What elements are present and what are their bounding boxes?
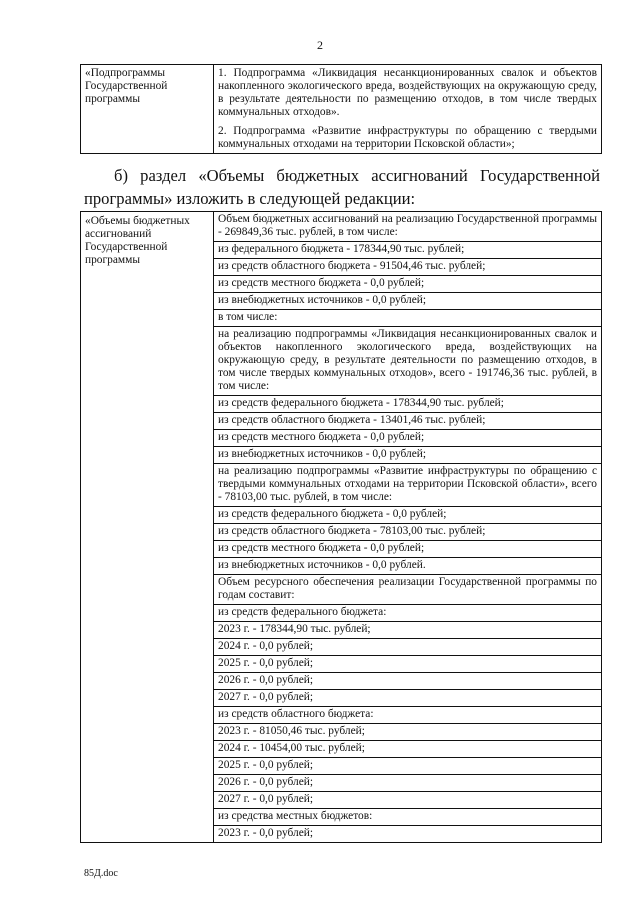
subprograms-table — [80, 64, 602, 154]
budget-line: из средств областного бюджета - 91504,46 тыс. рублей; — [214, 259, 601, 276]
budget-label: «Объемы бюджетных ассигнований Государственной программы — [81, 212, 214, 843]
budget-line: 2023 г. - 178344,90 тыс. рублей; — [214, 622, 601, 639]
budget-line: из средств федерального бюджета - 178344,90 тыс. рублей; — [214, 396, 601, 413]
budget-line: Объем бюджетных ассигнований на реализацию Государственной программы - 269849,36 тыс. рублей, в том числе: — [214, 212, 601, 242]
budget-line: из средства местных бюджетов: — [214, 809, 601, 826]
budget-line: Объем ресурсного обеспечения реализации Государственной программы по годам составит: — [214, 575, 601, 605]
subprogram-item-1: 1. Подпрограмма «Ликвидация несанкционированных свалок и объектов накопленного экологического вреда, воздействующих на окружающую среду, в результате деятельности по размещению отходов, в том числе твердых коммунальных отходов». — [218, 67, 597, 118]
budget-line: из средств федерального бюджета - 0,0 рублей; — [214, 507, 601, 524]
budget-line: 2023 г. - 81050,46 тыс. рублей; — [214, 724, 601, 741]
subprograms-list — [214, 65, 602, 154]
page-number: 2 — [317, 38, 323, 52]
budget-line: из средств областного бюджета - 13401,46 тыс. рублей; — [214, 413, 601, 430]
footer-filename: 85Д.doc — [84, 868, 118, 879]
budget-line: из федерального бюджета - 178344,90 тыс. рублей; — [214, 242, 601, 259]
budget-line: на реализацию подпрограммы «Ликвидация несанкционированных свалок и объектов накопленного экологического вреда, воздействующих на окружающую среду, в результате деятельности по размещению отходов, в том числе твердых коммунальных отходов», всего - 191746,36 тыс. рублей, в том числе: — [214, 327, 601, 396]
budget-line: из средств местного бюджета - 0,0 рублей; — [214, 276, 601, 293]
budget-table — [80, 211, 602, 843]
budget-line: 2026 г. - 0,0 рублей; — [214, 673, 601, 690]
subprogram-item-2: 2. Подпрограмма «Развитие инфраструктуры по обращению с твердыми коммунальных отходами на территории Псковской области»; — [218, 125, 597, 150]
budget-line: 2024 г. - 10454,00 тыс. рублей; — [214, 741, 601, 758]
budget-line: 2024 г. - 0,0 рублей; — [214, 639, 601, 656]
section-b-paragraph: б) раздел «Объемы бюджетных ассигнований Государственной программы» изложить в следующей редакции: — [84, 166, 600, 208]
budget-line: из средств местного бюджета - 0,0 рублей; — [214, 541, 601, 558]
budget-line: 2026 г. - 0,0 рублей; — [214, 775, 601, 792]
budget-line: на реализацию подпрограммы «Развитие инфраструктуры по обращению с твердыми коммунальных отходами на территории Псковской области», всего - 78103,00 тыс. рублей, в том числе: — [214, 464, 601, 507]
budget-line: 2027 г. - 0,0 рублей; — [214, 690, 601, 707]
budget-line: из внебюджетных источников - 0,0 рублей. — [214, 558, 601, 575]
budget-line: из внебюджетных источников - 0,0 рублей; — [214, 293, 601, 310]
budget-line: 2027 г. - 0,0 рублей; — [214, 792, 601, 809]
subprograms-label: «Подпрограммы Государственной программы — [81, 65, 214, 154]
budget-line: из средств местного бюджета - 0,0 рублей; — [214, 430, 601, 447]
budget-line: из средств федерального бюджета: — [214, 605, 601, 622]
budget-line: 2025 г. - 0,0 рублей; — [214, 656, 601, 673]
budget-line: 2023 г. - 0,0 рублей; — [218, 827, 314, 839]
budget-line: из средств областного бюджета - 78103,00 тыс. рублей; — [214, 524, 601, 541]
budget-line: из внебюджетных источников - 0,0 рублей; — [214, 447, 601, 464]
budget-line: в том числе: — [214, 310, 601, 327]
budget-line: 2025 г. - 0,0 рублей; — [214, 758, 601, 775]
budget-lines — [214, 212, 602, 843]
budget-line: из средств областного бюджета: — [214, 707, 601, 724]
